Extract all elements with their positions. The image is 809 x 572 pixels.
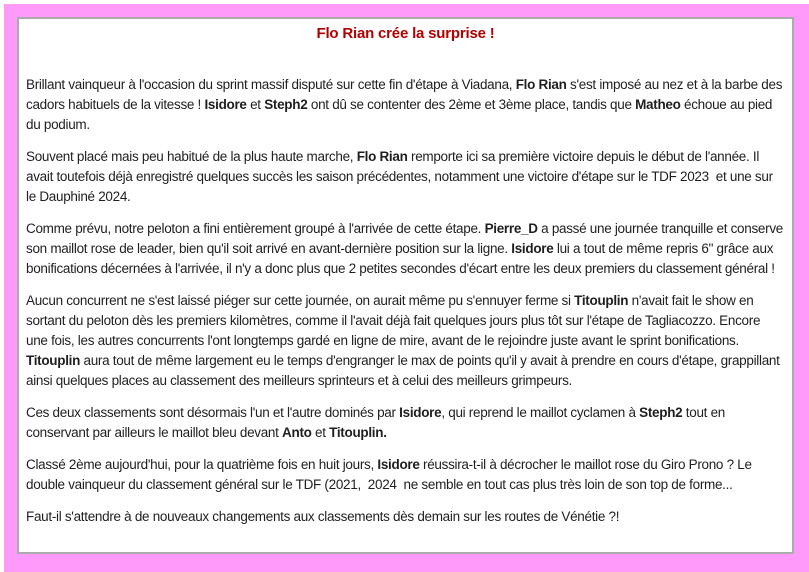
player-name: Isidore	[204, 97, 247, 112]
article-sheet	[17, 17, 794, 554]
text-run: Faut-il s'attendre à de nouveaux changements aux classements dès demain sur les routes de Vénétie ?!	[26, 509, 620, 524]
player-name: Pierre_D	[484, 221, 538, 236]
text-run: Ces deux classements sont désormais l'un et l'autre dominés par	[26, 405, 400, 420]
player-name: Flo Rian	[356, 149, 408, 164]
text-run: et	[311, 425, 330, 440]
text-run: ont dû se contenter des 2ème et 3ème place, tandis que	[307, 97, 636, 112]
text-run: tout en conservant par ailleurs le maillot bleu devant	[26, 405, 729, 440]
pink-frame	[4, 4, 809, 572]
player-name: Steph2	[264, 97, 308, 112]
paragraph	[26, 507, 785, 527]
player-name: Matheo	[635, 97, 681, 112]
text-run: Aucun concurrent ne s'est laissé piéger sur cette journée, on aurait même pu s'ennuyer ferme si	[26, 293, 575, 308]
paragraph	[26, 219, 785, 279]
text-run: échoue au pied du podium.	[26, 97, 776, 132]
text-run: , qui reprend le maillot cyclamen à	[441, 405, 640, 420]
text-run: Comme prévu, notre peloton a fini entièrement groupé à l'arrivée de cette étape.	[26, 221, 485, 236]
article-body	[26, 75, 785, 527]
player-name: Titouplin	[26, 353, 81, 368]
text-run: aura tout de même largement eu le temps d'engranger le max de points qu'il y avait à prendre en cours d'étape, grappillant ainsi quelques places au classement des meilleurs sprinteurs et à celui des meilleurs grimpeurs.	[26, 353, 784, 388]
player-name: Isidore	[377, 457, 420, 472]
player-name: Isidore	[399, 405, 442, 420]
text-run: remporte ici sa première victoire depuis le début de l'année. Il avait toutefois déjà enregistré quelques succès les saison précédentes, notamment une victoire d'étape sur le TDF 2023 et une sur le Dauphiné 2024.	[26, 149, 777, 204]
text-run: lui a tout de même repris 6" grâce aux bonifications décernées à l'arrivée, il n'y a donc plus que 2 petites secondes d'écart entre les deux premiers du classement général !	[26, 241, 777, 276]
text-run: réussira-t-il à décrocher le maillot rose du Giro Prono ? Le double vainqueur du classement général sur le TDF (2021, 2024 ne semble en tout cas plus très loin de son top de forme...	[26, 457, 756, 492]
text-run: Souvent placé mais peu habitué de la plus haute marche,	[26, 149, 357, 164]
player-name: Titouplin	[574, 293, 629, 308]
player-name: Titouplin.	[329, 425, 387, 440]
article-title: Flo Rian crée la surprise !	[316, 25, 495, 42]
paragraph	[26, 455, 785, 495]
paragraph	[26, 147, 785, 207]
player-name: Anto	[282, 425, 312, 440]
text-run: n'avait fait le show en sortant du peloton dès les premiers kilomètres, comme il l'avait déjà fait quelques jours plus tôt sur l'étape de Tagliacozzo. Encore une fois, les autres concurrents l'ont longtemps gardé en ligne de mire, avant de le rejoindre juste avant le sprint bonifications.	[26, 293, 764, 348]
text-run: Classé 2ème aujourd'hui, pour la quatrième fois en huit jours,	[26, 457, 378, 472]
player-name: Flo Rian	[515, 77, 567, 92]
player-name: Isidore	[511, 241, 554, 256]
text-run: a passé une journée tranquille et conserve son maillot rose de leader, bien qu'il soit arrivé en avant-dernière position sur la ligne.	[26, 221, 787, 256]
player-name: Steph2	[639, 405, 683, 420]
paragraph	[26, 75, 785, 135]
paragraph	[26, 403, 785, 443]
text-run: et	[246, 97, 265, 112]
text-run: Brillant vainqueur à l'occasion du sprint massif disputé sur cette fin d'étape à Viadana,	[26, 77, 516, 92]
text-run: s'est imposé au nez et à la barbe des cadors habituels de la vitesse !	[26, 77, 786, 112]
paragraph	[26, 291, 785, 391]
